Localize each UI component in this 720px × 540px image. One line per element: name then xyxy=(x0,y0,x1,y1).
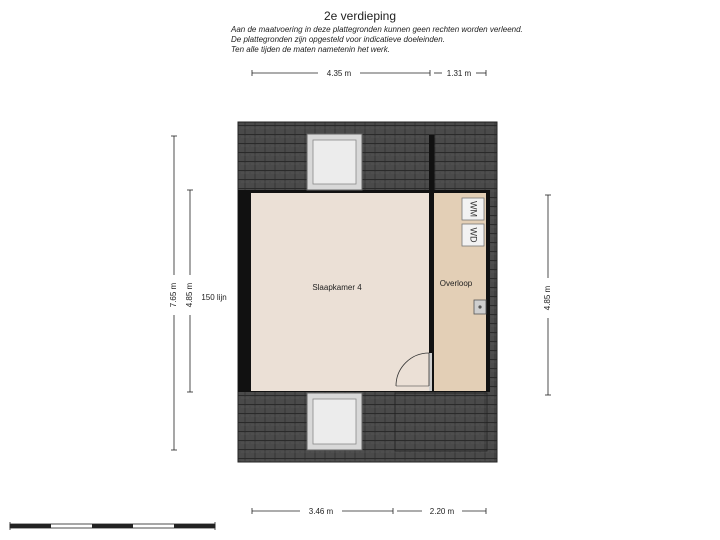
washer-icon xyxy=(462,198,484,220)
disclaimer-line: Ten alle tijden de maten nametenin het werk. xyxy=(231,45,390,54)
dimension-label: 2.20 m xyxy=(429,507,455,516)
washer-label: WM xyxy=(468,201,479,217)
line-annotation: 150 lijn xyxy=(201,293,227,302)
floor-title: 2e verdieping xyxy=(323,9,397,23)
door-opening xyxy=(429,353,432,391)
dimension-label: 3.46 m xyxy=(308,507,334,516)
dryer-label: WD xyxy=(468,227,479,243)
disclaimer-line: Aan de maatvoering in deze plattegronden kunnen geen rechten worden verleend. xyxy=(231,25,523,34)
dimension-label: 4.85 m xyxy=(185,282,195,308)
dimension-label: 1.31 m xyxy=(446,69,472,78)
bedroom-floor xyxy=(251,193,429,391)
dimension-label: 4.85 m xyxy=(543,285,553,311)
disclaimer-line: De plattegronden zijn opgesteld voor indicatieve doeleinden. xyxy=(231,35,445,44)
landing-floor xyxy=(434,193,486,391)
sink-icon xyxy=(474,300,486,314)
dimension-label: 4.35 m xyxy=(326,69,352,78)
dimension-right xyxy=(543,195,552,395)
bedroom-label: Slaapkamer 4 xyxy=(312,283,362,292)
skylight-bottom xyxy=(307,393,362,450)
landing-label: Overloop xyxy=(439,279,473,288)
dimension-label: 7.65 m xyxy=(169,282,179,308)
dryer-icon xyxy=(462,224,484,246)
dimension-left-inner xyxy=(185,190,194,392)
skylight-top xyxy=(307,134,362,190)
dimension-left-outer xyxy=(169,136,178,450)
partition-wall xyxy=(429,135,434,353)
dimension-top xyxy=(252,69,486,78)
dimension-bottom xyxy=(252,507,486,516)
scale-bar xyxy=(10,522,215,530)
